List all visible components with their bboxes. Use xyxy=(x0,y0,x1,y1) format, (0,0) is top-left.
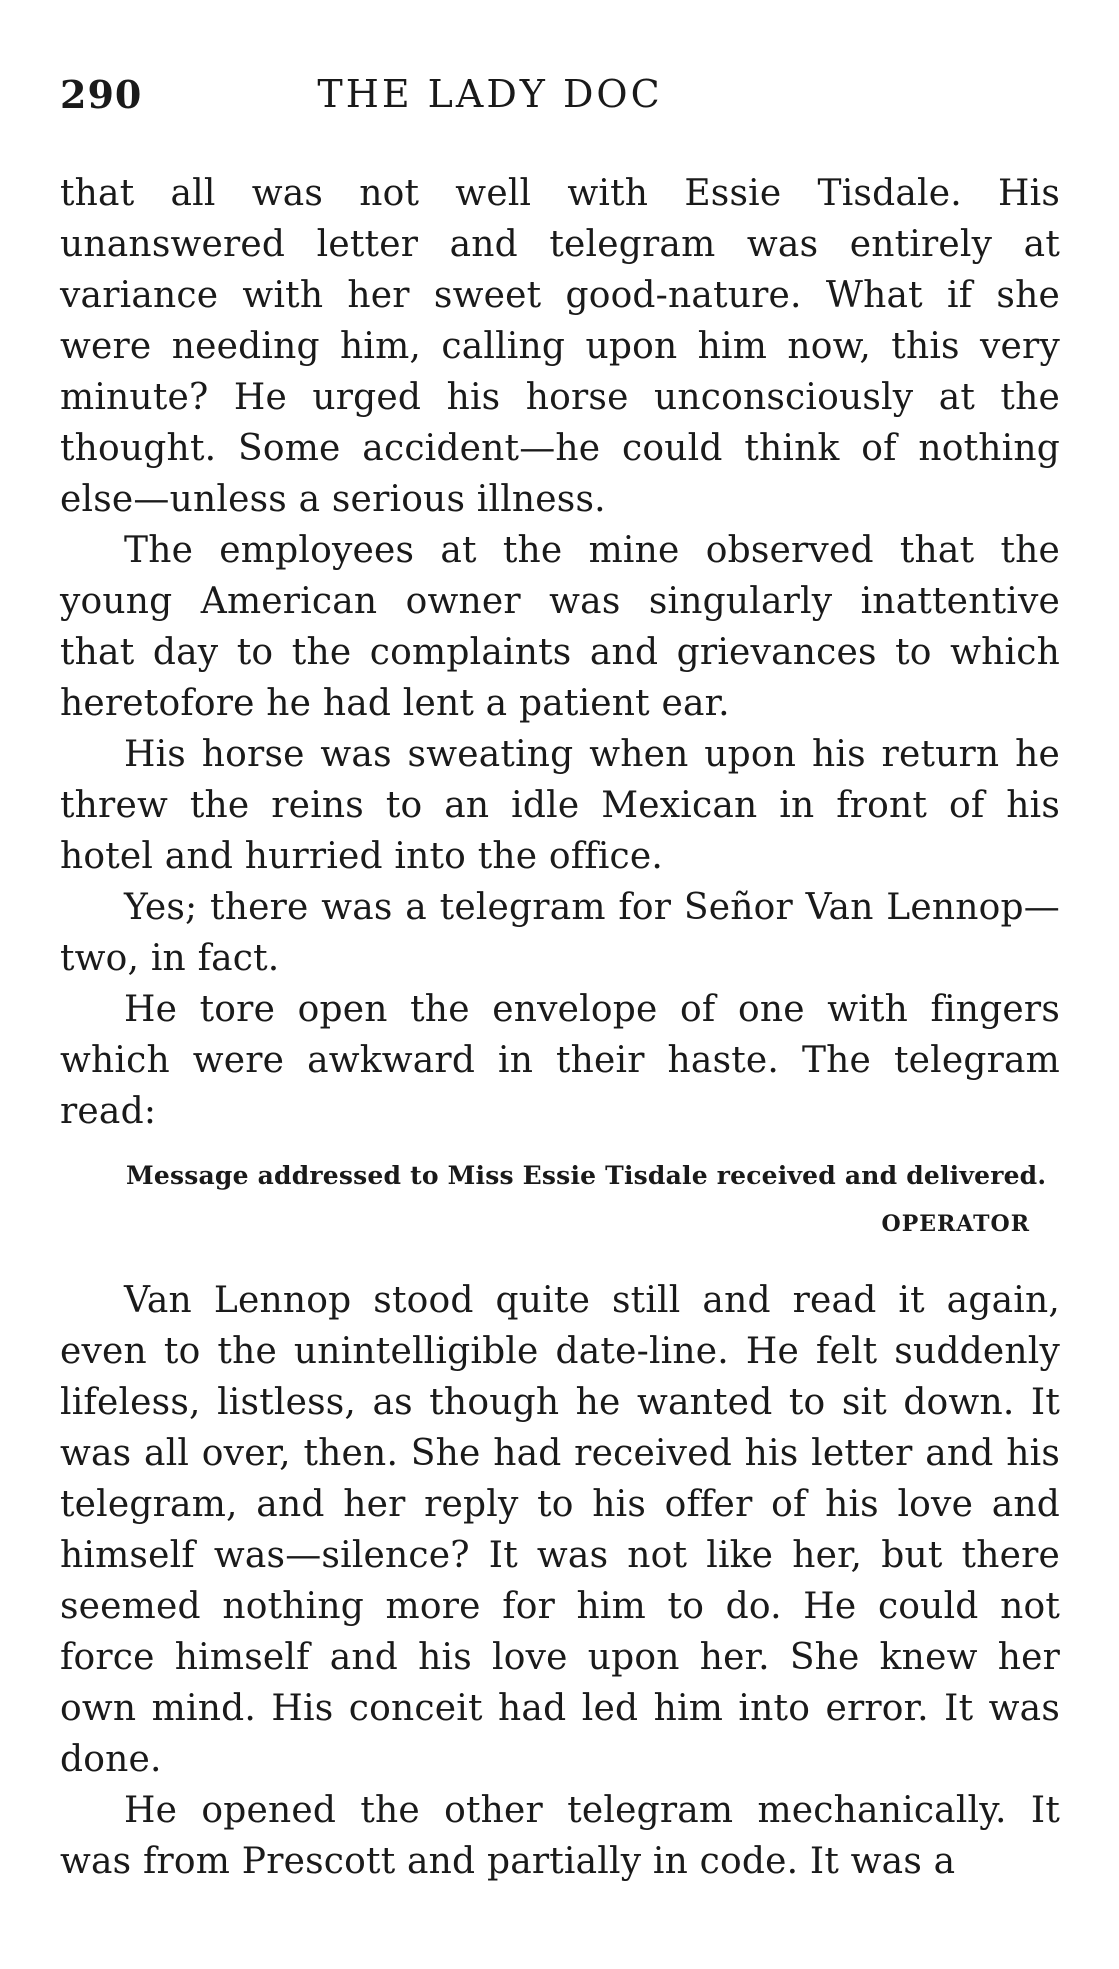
page-header xyxy=(60,72,1060,122)
telegram-message: Message addressed to Miss Essie Tisdale received and delivered. xyxy=(126,1161,1047,1190)
paragraph: The employees at the mine observed that the young American owner was singularly inattentive that day to the complaints and grievances to which heretofore he had lent a patient ear. xyxy=(60,530,1060,724)
paragraph: His horse was sweating when upon his return he threw the reins to an idle Mexican in front of his hotel and hurried into the office. xyxy=(60,734,1060,877)
telegram-block xyxy=(60,1155,1060,1245)
page-number: 290 xyxy=(60,72,143,117)
paragraph-continues: He opened the other telegram mechanically. It was from Prescott and partially in code. It was a xyxy=(60,1790,1060,1882)
paragraph: He tore open the envelope of one with fingers which were awkward in their haste. The telegram read: xyxy=(60,989,1060,1132)
page-body xyxy=(60,168,1060,1887)
paragraph-continued: that all was not well with Essie Tisdale. His unanswered letter and telegram was entirely at variance with her sweet good-nature. What if she were needing him, calling upon him now, this very minute? He urged his horse unconsciously at the thought. Some accident—he could think of nothing else—unless a serious illness. xyxy=(60,173,1060,520)
paragraph: Yes; there was a telegram for Señor Van Lennop—two, in fact. xyxy=(60,887,1060,979)
running-title: THE LADY DOC xyxy=(317,72,663,116)
paragraph: Van Lennop stood quite still and read it again, even to the unintelligible date-line. He felt suddenly lifeless, listless, as though he wanted to sit down. It was all over, then. She had received his letter and his telegram, and her reply to his offer of his love and himself was—silence? It was not like her, but there seemed nothing more for him to do. He could not force himself and his love upon her. She knew her own mind. His conceit had led him into error. It was done. xyxy=(60,1280,1060,1780)
book-page xyxy=(60,0,1060,1969)
telegram-signature: OPERATOR xyxy=(881,1211,1030,1237)
